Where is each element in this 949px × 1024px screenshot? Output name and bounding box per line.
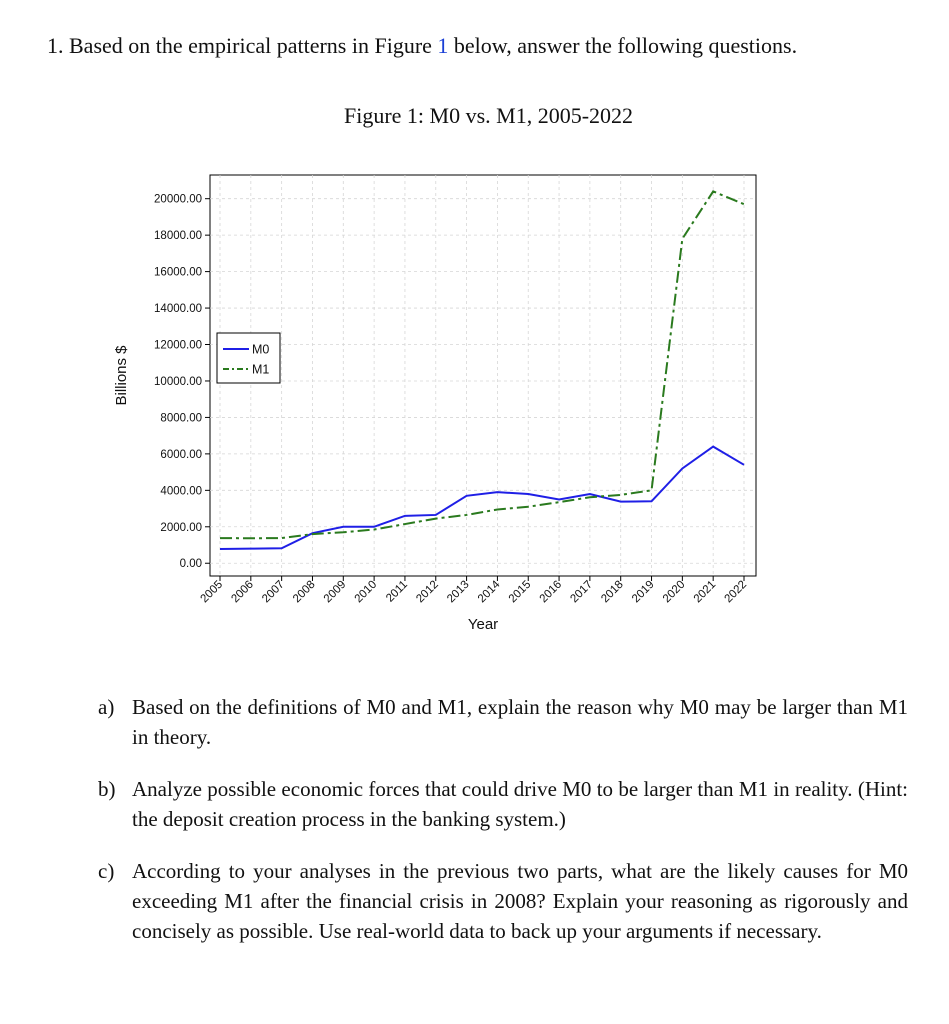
x-tick-label: 2009 xyxy=(321,578,349,606)
x-tick-label: 2011 xyxy=(384,578,411,605)
y-tick-label: 4000.00 xyxy=(160,485,202,498)
x-tick-label: 2017 xyxy=(568,578,596,606)
question-heading xyxy=(47,33,797,59)
y-axis-title: Billions $ xyxy=(113,345,130,406)
x-tick-label: 2007 xyxy=(260,578,287,606)
legend-label-m1: M1 xyxy=(252,362,270,377)
x-tick-label: 2006 xyxy=(229,578,256,606)
subquestion-a-text: Based on the definitions of M0 and M1, explain the reason why M0 may be larger than M1 in theory. xyxy=(132,695,908,749)
x-tick-label: 2018 xyxy=(599,578,626,606)
legend-box xyxy=(217,333,280,383)
y-tick-label: 20000.00 xyxy=(154,193,202,206)
y-tick-label: 0.00 xyxy=(179,558,202,571)
x-tick-label: 2010 xyxy=(352,578,380,606)
y-tick-label: 12000.00 xyxy=(154,339,202,352)
y-tick-label: 2000.00 xyxy=(160,521,202,534)
subquestion-b xyxy=(98,774,908,834)
subquestion-a-label: a) xyxy=(98,695,115,719)
x-tick-label: 2013 xyxy=(445,578,472,606)
question-prefix: 1. Based on the empirical patterns in Figure xyxy=(47,33,432,58)
x-tick-label: 2021 xyxy=(691,578,719,606)
x-tick-label: 2008 xyxy=(291,578,318,606)
m0-m1-line-chart xyxy=(100,165,780,645)
subquestion-c-label: c) xyxy=(98,859,115,883)
y-tick-label: 16000.00 xyxy=(154,266,202,279)
y-tick-label: 14000.00 xyxy=(154,303,202,316)
x-tick-label: 2014 xyxy=(475,578,503,606)
subquestion-c xyxy=(98,856,908,946)
x-tick-label: 2005 xyxy=(198,578,226,606)
legend-label-m0: M0 xyxy=(252,342,270,357)
figure-title: Figure 1: M0 vs. M1, 2005-2022 xyxy=(343,103,634,128)
x-tick-label: 2020 xyxy=(660,578,688,606)
y-tick-label: 6000.00 xyxy=(160,448,202,461)
x-tick-label: 2015 xyxy=(506,578,534,606)
subquestion-c-text: According to your analyses in the previous two parts, what are the likely causes for M0 exceeding M1 after the financial crisis in 2008? Explain your reasoning as rigorously and concisely as possible. Use real-world data to back up your arguments if necessary. xyxy=(132,859,908,943)
y-tick-label: 8000.00 xyxy=(160,412,202,425)
x-tick-label: 2012 xyxy=(414,578,441,606)
y-tick-label: 18000.00 xyxy=(154,230,202,243)
subquestion-b-text: Analyze possible economic forces that could drive M0 to be larger than M1 in reality. (Hint: the deposit creation process in the banking system.) xyxy=(132,777,908,831)
subquestion-a xyxy=(98,692,908,752)
y-tick-label: 10000.00 xyxy=(154,375,202,388)
x-tick-label: 2016 xyxy=(537,578,565,606)
question-suffix: below, answer the following questions. xyxy=(453,33,798,58)
subquestion-b-label: b) xyxy=(98,777,116,801)
figure-reference-link[interactable]: 1 xyxy=(437,33,449,58)
x-tick-label: 2019 xyxy=(630,578,657,606)
x-tick-label: 2022 xyxy=(722,578,750,606)
x-axis-title: Year xyxy=(467,616,499,633)
